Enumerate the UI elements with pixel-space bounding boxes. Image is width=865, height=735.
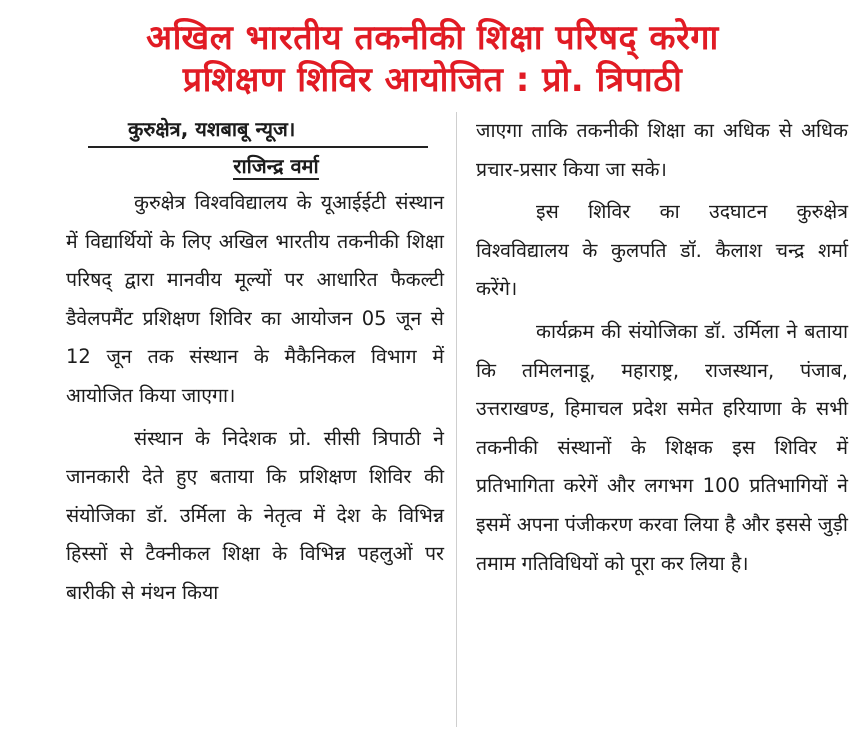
- article-paragraph-5: कार्यक्रम की संयोजिका डॉ. उर्मिला ने बताया कि तमिलनाडू, महाराष्ट्र, राजस्थान, पंजाब, उत्तराखण्ड, हिमाचल प्रदेश समेत हरियाणा के सभी तकनीकी संस्थानों के शिक्षक इस शिविर में प्रतिभागिता करेगें और लगभग 100 प्रतिभागियों ने इसमें अपना पंजीकरण करवा लिया है और इससे जुड़ी तमाम गतिविधियों को पूरा कर लिया है।: [476, 319, 848, 575]
- headline-line-1: अखिल भारतीय तकनीकी शिक्षा परिषद् करेगा: [146, 18, 719, 58]
- article-paragraph-3: जाएगा ताकि तकनीकी शिक्षा का अधिक से अधिक प्रचार-प्रसार किया जा सके।: [476, 119, 848, 181]
- column-divider: [456, 112, 457, 727]
- byline-author: राजिन्द्र वर्मा: [233, 154, 319, 178]
- left-column: [66, 112, 444, 613]
- headline-line-2: प्रशिक्षण शिविर आयोजित : प्रो. त्रिपाठी: [182, 60, 683, 100]
- dateline: कुरुक्षेत्र, यशबाबू न्यूज।: [88, 112, 428, 148]
- article-paragraph-1: कुरुक्षेत्र विश्वविद्यालय के यूआईईटी संस्थान में विद्यार्थियों के लिए अखिल भारतीय तकनीकी शिक्षा परिषद् द्वारा मानवीय मूल्यों पर आधारित फैकल्टी डैवेलपमैंट प्रशिक्षण शिविर का आयोजन 05 जून से 12 जून तक संस्थान के मैकैनिकल विभाग में आयोजित किया जाएगा।: [66, 191, 444, 407]
- byline: [126, 148, 426, 184]
- article-paragraph-2: संस्थान के निदेशक प्रो. सीसी त्रिपाठी ने जानकारी देते हुए बताया कि प्रशिक्षण शिविर की संयोजिका डॉ. उर्मिला के नेतृत्व में देश के विभिन्न हिस्सों से टैक्नीकल शिक्षा के विभिन्न पहलुओं पर बारीकी से मंथन किया: [66, 426, 444, 604]
- article-paragraph-4: इस शिविर का उदघाटन कुरुक्षेत्र विश्वविद्यालय के कुलपति डॉ. कैलाश चन्द्र शर्मा करेंगे।: [476, 200, 848, 301]
- right-column: [476, 112, 848, 583]
